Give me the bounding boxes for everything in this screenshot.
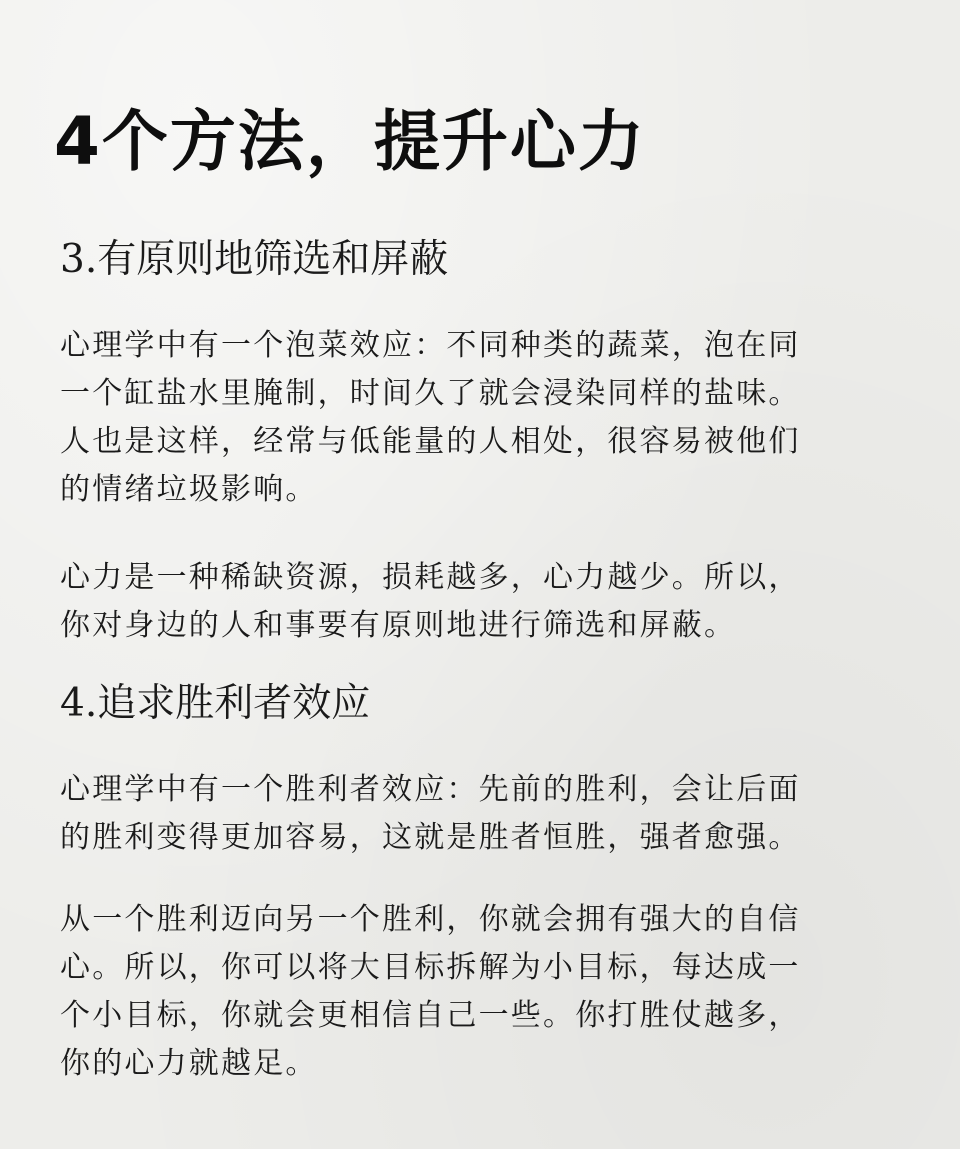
paragraph-line: 心力是一种稀缺资源，损耗越多，心力越少。所以， [60,560,801,595]
paragraph-line: 心。所以，你可以将大目标拆解为小目标，每达成一 [60,950,801,985]
paragraph-line: 的情绪垃圾影响。 [60,472,318,507]
paragraph-line: 你对身边的人和事要有原则地进行筛选和屏蔽。 [60,608,737,643]
paragraph-line: 从一个胜利迈向另一个胜利，你就会拥有强大的自信 [60,902,801,937]
paragraph-line: 一个缸盐水里腌制，时间久了就会浸染同样的盐味。 [60,376,801,411]
paragraph-winner-effect [60,766,910,862]
paragraph-scarce-resource [60,554,910,650]
paragraph-line: 的胜利变得更加容易，这就是胜者恒胜，强者愈强。 [60,820,801,855]
section-heading-3: 3.有原则地筛选和屏蔽 [60,237,449,282]
paragraph-line: 心理学中有一个泡菜效应：不同种类的蔬菜，泡在同 [60,328,801,363]
paragraph-pickle-effect [60,322,910,514]
paragraph-line: 人也是这样，经常与低能量的人相处，很容易被他们 [60,424,801,459]
paragraph-line: 你的心力就越足。 [60,1046,318,1081]
paragraph-confidence [60,896,910,1088]
paragraph-line: 心理学中有一个胜利者效应：先前的胜利，会让后面 [60,772,801,807]
paragraph-line: 个小目标，你就会更相信自己一些。你打胜仗越多， [60,998,801,1033]
page-title: 4个方法，提升心力 [54,103,646,180]
section-heading-4: 4.追求胜利者效应 [60,681,371,726]
